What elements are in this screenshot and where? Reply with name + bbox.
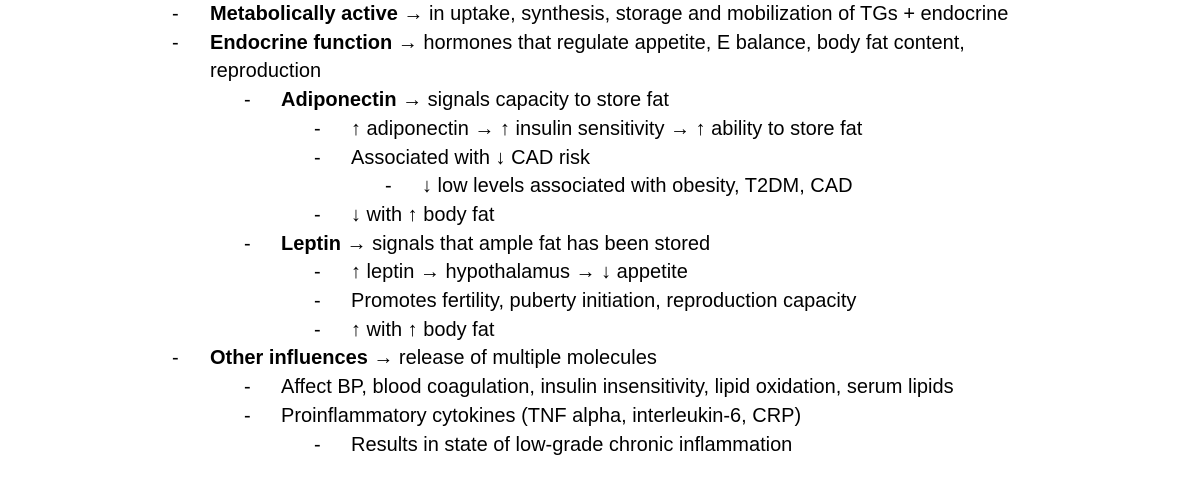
list-item bbox=[0, 287, 1200, 316]
list-item-text: ↑ leptin → hypothalamus → ↓ appetite bbox=[351, 261, 688, 284]
list-item-rest: → signals capacity to store fat bbox=[396, 89, 669, 112]
list-item-rest: → signals that ample fat has been stored bbox=[341, 232, 711, 255]
list-item bbox=[0, 258, 1200, 287]
list-item bbox=[0, 86, 1200, 115]
list-item-rest: → release of multiple molecules bbox=[367, 347, 657, 370]
list-item-text: Affect BP, blood coagulation, insulin insensitivity, lipid oxidation, serum lipids bbox=[281, 376, 954, 399]
list-item bbox=[0, 201, 1200, 230]
bullet-dash: - bbox=[244, 376, 251, 399]
bullet-dash: - bbox=[314, 146, 321, 169]
bullet-dash: - bbox=[172, 31, 179, 54]
list-item-text: Promotes fertility, puberty initiation, reproduction capacity bbox=[351, 290, 857, 313]
list-item-text bbox=[210, 0, 1040, 29]
list-item-text: ↑ with ↑ body fat bbox=[351, 318, 495, 341]
bullet-dash: - bbox=[244, 89, 251, 112]
list-item bbox=[0, 172, 1200, 201]
list-item-text bbox=[281, 86, 1081, 115]
list-item-text: ↓ low levels associated with obesity, T2DM, CAD bbox=[422, 175, 853, 198]
list-item bbox=[0, 29, 1200, 86]
list-item-bold: Metabolically active bbox=[210, 3, 398, 25]
list-item-bold: Other influences bbox=[210, 347, 368, 370]
list-item bbox=[0, 0, 1200, 29]
list-item-bold: Adiponectin bbox=[281, 89, 397, 112]
list-item-rest: → hormones that regulate appetite, E balance, body fat content, reproduction bbox=[210, 31, 965, 83]
list-item bbox=[0, 431, 1200, 460]
list-item-text: ↓ with ↑ body fat bbox=[351, 203, 495, 226]
list-item-text: Proinflammatory cytokines (TNF alpha, interleukin-6, CRP) bbox=[281, 404, 802, 427]
list-item-text bbox=[210, 344, 1040, 373]
bullet-dash: - bbox=[314, 318, 321, 341]
list-item bbox=[0, 144, 1200, 173]
bullet-dash: - bbox=[244, 404, 251, 427]
list-item bbox=[0, 316, 1200, 345]
bullet-dash: - bbox=[314, 203, 321, 226]
list-item bbox=[0, 344, 1200, 373]
bullet-dash: - bbox=[314, 261, 321, 284]
bullet-dash: - bbox=[172, 3, 179, 25]
list-item-text: Associated with ↓ CAD risk bbox=[351, 146, 590, 169]
bullet-dash: - bbox=[244, 232, 251, 255]
list-item bbox=[0, 402, 1200, 431]
list-item-text bbox=[210, 29, 1040, 86]
bullet-dash: - bbox=[314, 290, 321, 313]
bullet-dash: - bbox=[385, 175, 392, 198]
list-item-bold: Endocrine function bbox=[210, 31, 393, 54]
list-item bbox=[0, 230, 1200, 259]
list-item-text: Results in state of low-grade chronic inflammation bbox=[351, 433, 793, 456]
bullet-dash: - bbox=[314, 117, 321, 140]
list-item bbox=[0, 373, 1200, 402]
list-item-bold: Leptin bbox=[281, 232, 341, 255]
list-item bbox=[0, 115, 1200, 144]
list-item-rest: → in uptake, synthesis, storage and mobilization of TGs + endocrine bbox=[397, 3, 1009, 25]
list-item-text: ↑ adiponectin → ↑ insulin sensitivity → ↑ ability to store fat bbox=[351, 117, 863, 140]
list-item-text bbox=[281, 230, 1081, 259]
bullet-dash: - bbox=[172, 347, 179, 370]
bullet-dash: - bbox=[314, 433, 321, 456]
